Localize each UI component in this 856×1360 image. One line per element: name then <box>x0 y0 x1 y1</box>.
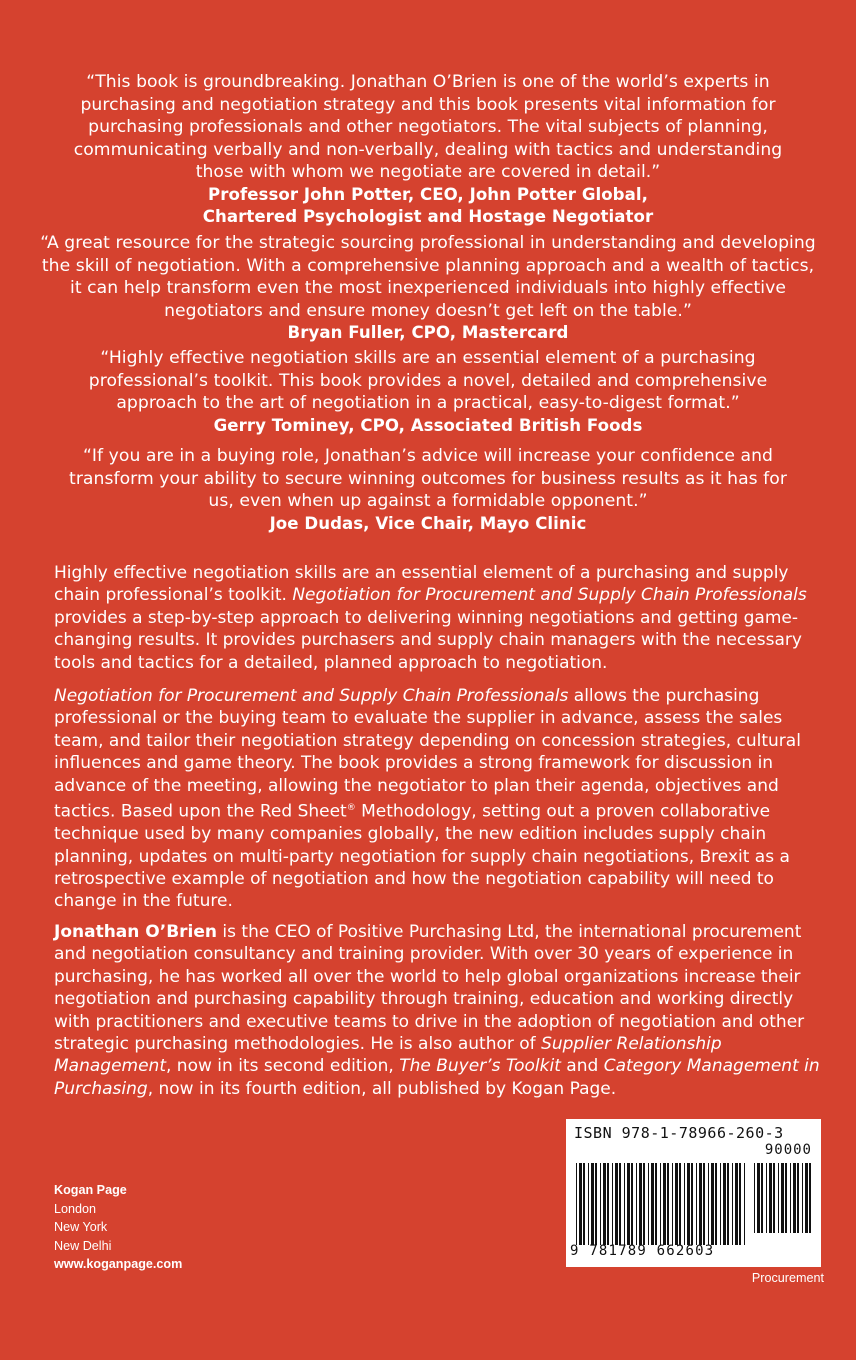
description-paragraph-1: Highly effective negotiation skills are an essential element of a purchasing and supply chain professional’s toolkit. Negotiation for Procurement and Supply Chain Professionals provides a step-by-step approach to delivering winning negotiations and getting game-changing results. It provides purchasers and supply chain managers with the necessary tools and tactics for a detailed, planned approach to negotiation. <box>54 563 807 673</box>
quote-3 <box>70 347 786 437</box>
isbn-text: ISBN 978-1-78966-260-3 <box>574 1124 784 1142</box>
book-description <box>54 562 834 913</box>
publisher-city: London <box>54 1201 97 1216</box>
quote-text: “This book is groundbreaking. Jonathan O’Brien is one of the world’s experts in purchasing and negotiation strategy and this book presents vital information for purchasing professionals and other negotiators. The vital subjects of planning, communicating verbally and non-verbally, dealing with tactics and understanding those with whom we negotiate are covered in detail.” <box>73 72 783 182</box>
quote-attribution: Chartered Psychologist and Hostage Negotiator <box>202 206 654 226</box>
book-title: Category Management in Purchasing <box>54 1056 820 1099</box>
isbn-barcode <box>566 1119 821 1267</box>
book-title: Supplier Relationship Management <box>54 1034 722 1077</box>
quote-4 <box>60 445 796 535</box>
quote-attribution: Professor John Potter, CEO, John Potter Global, <box>208 184 648 204</box>
quote-attribution: Bryan Fuller, CPO, Mastercard <box>287 323 569 342</box>
quote-2 <box>40 232 816 344</box>
quote-text: “Highly effective negotiation skills are an essential element of a purchasing professional’s toolkit. This book provides a novel, detailed and comprehensive approach to the art of negotiation in a practical, easy-to-digest format.” <box>88 348 768 413</box>
quote-attribution: Joe Dudas, Vice Chair, Mayo Clinic <box>269 513 587 533</box>
book-title: Negotiation for Procurement and Supply Chain Professionals <box>292 585 807 606</box>
publisher-name: Kogan Page <box>54 1183 127 1197</box>
publisher-info <box>54 1181 182 1274</box>
quote-1 <box>52 71 804 228</box>
author-name: Jonathan O’Brien <box>54 922 218 942</box>
price-code: 90000 <box>764 1142 812 1158</box>
description-paragraph-2: Negotiation for Procurement and Supply Chain Professionals allows the purchasing professional or the buying team to evaluate the supplier in advance, assess the sales team, and tailor their negotiation strategy depending on concession strategies, cultural influences and game theory. The book provides a strong framework for discussion in advance of the meeting, allowing the negotiator to plan their agenda, objectives and tactics. Based upon the Red Sheet® Methodology, setting out a proven collaborative technique used by many companies globally, the new edition includes supply chain planning, updates on multi-party negotiation for supply chain negotiations, Brexit as a retrospective example of negotiation and how the negotiation capability will need to change in the future. <box>54 686 801 912</box>
publisher-city: New York <box>54 1220 108 1235</box>
book-title: The Buyer’s Toolkit <box>399 1056 561 1077</box>
barcode-bars-addon <box>754 1163 814 1245</box>
book-title: Negotiation for Procurement and Supply Chain Professionals <box>54 686 569 707</box>
quote-attribution: Gerry Tominey, CPO, Associated British Foods <box>213 415 643 435</box>
category-label: Procurement <box>751 1271 824 1285</box>
publisher-url[interactable]: www.koganpage.com <box>54 1257 183 1272</box>
barcode-bars-main <box>576 1163 746 1245</box>
author-bio: Jonathan O’Brien is the CEO of Positive Purchasing Ltd, the international procurement and negotiation consultancy and training provider. With over 30 years of experience in purchasing, he has worked all over the world to help global organizations increase their negotiation and purchasing capability through training, education and working directly with practitioners and executive teams to drive in the adoption of negotiation and other strategic purchasing methodologies. He is also author of Supplier Relationship Management, now in its second edition, The Buyer’s Toolkit and Category Management in Purchasing, now in its fourth edition, all published by Kogan Page. <box>54 922 820 1099</box>
ean-digits: 9 781789 662603 <box>570 1243 715 1259</box>
quote-text: “A great resource for the strategic sourcing professional in understanding and developing the skill of negotiation. With a comprehensive planning approach and a wealth of tactics, it can help transform even the most inexperienced individuals into highly effective negotiators and ensure money doesn’t get left on the table.” <box>40 233 816 321</box>
publisher-city: New Delhi <box>54 1238 112 1253</box>
quote-text: “If you are in a buying role, Jonathan’s advice will increase your confidence and transform your ability to secure winning outcomes for business results as it has for us, even when up against a formidable opponent.” <box>69 446 787 511</box>
